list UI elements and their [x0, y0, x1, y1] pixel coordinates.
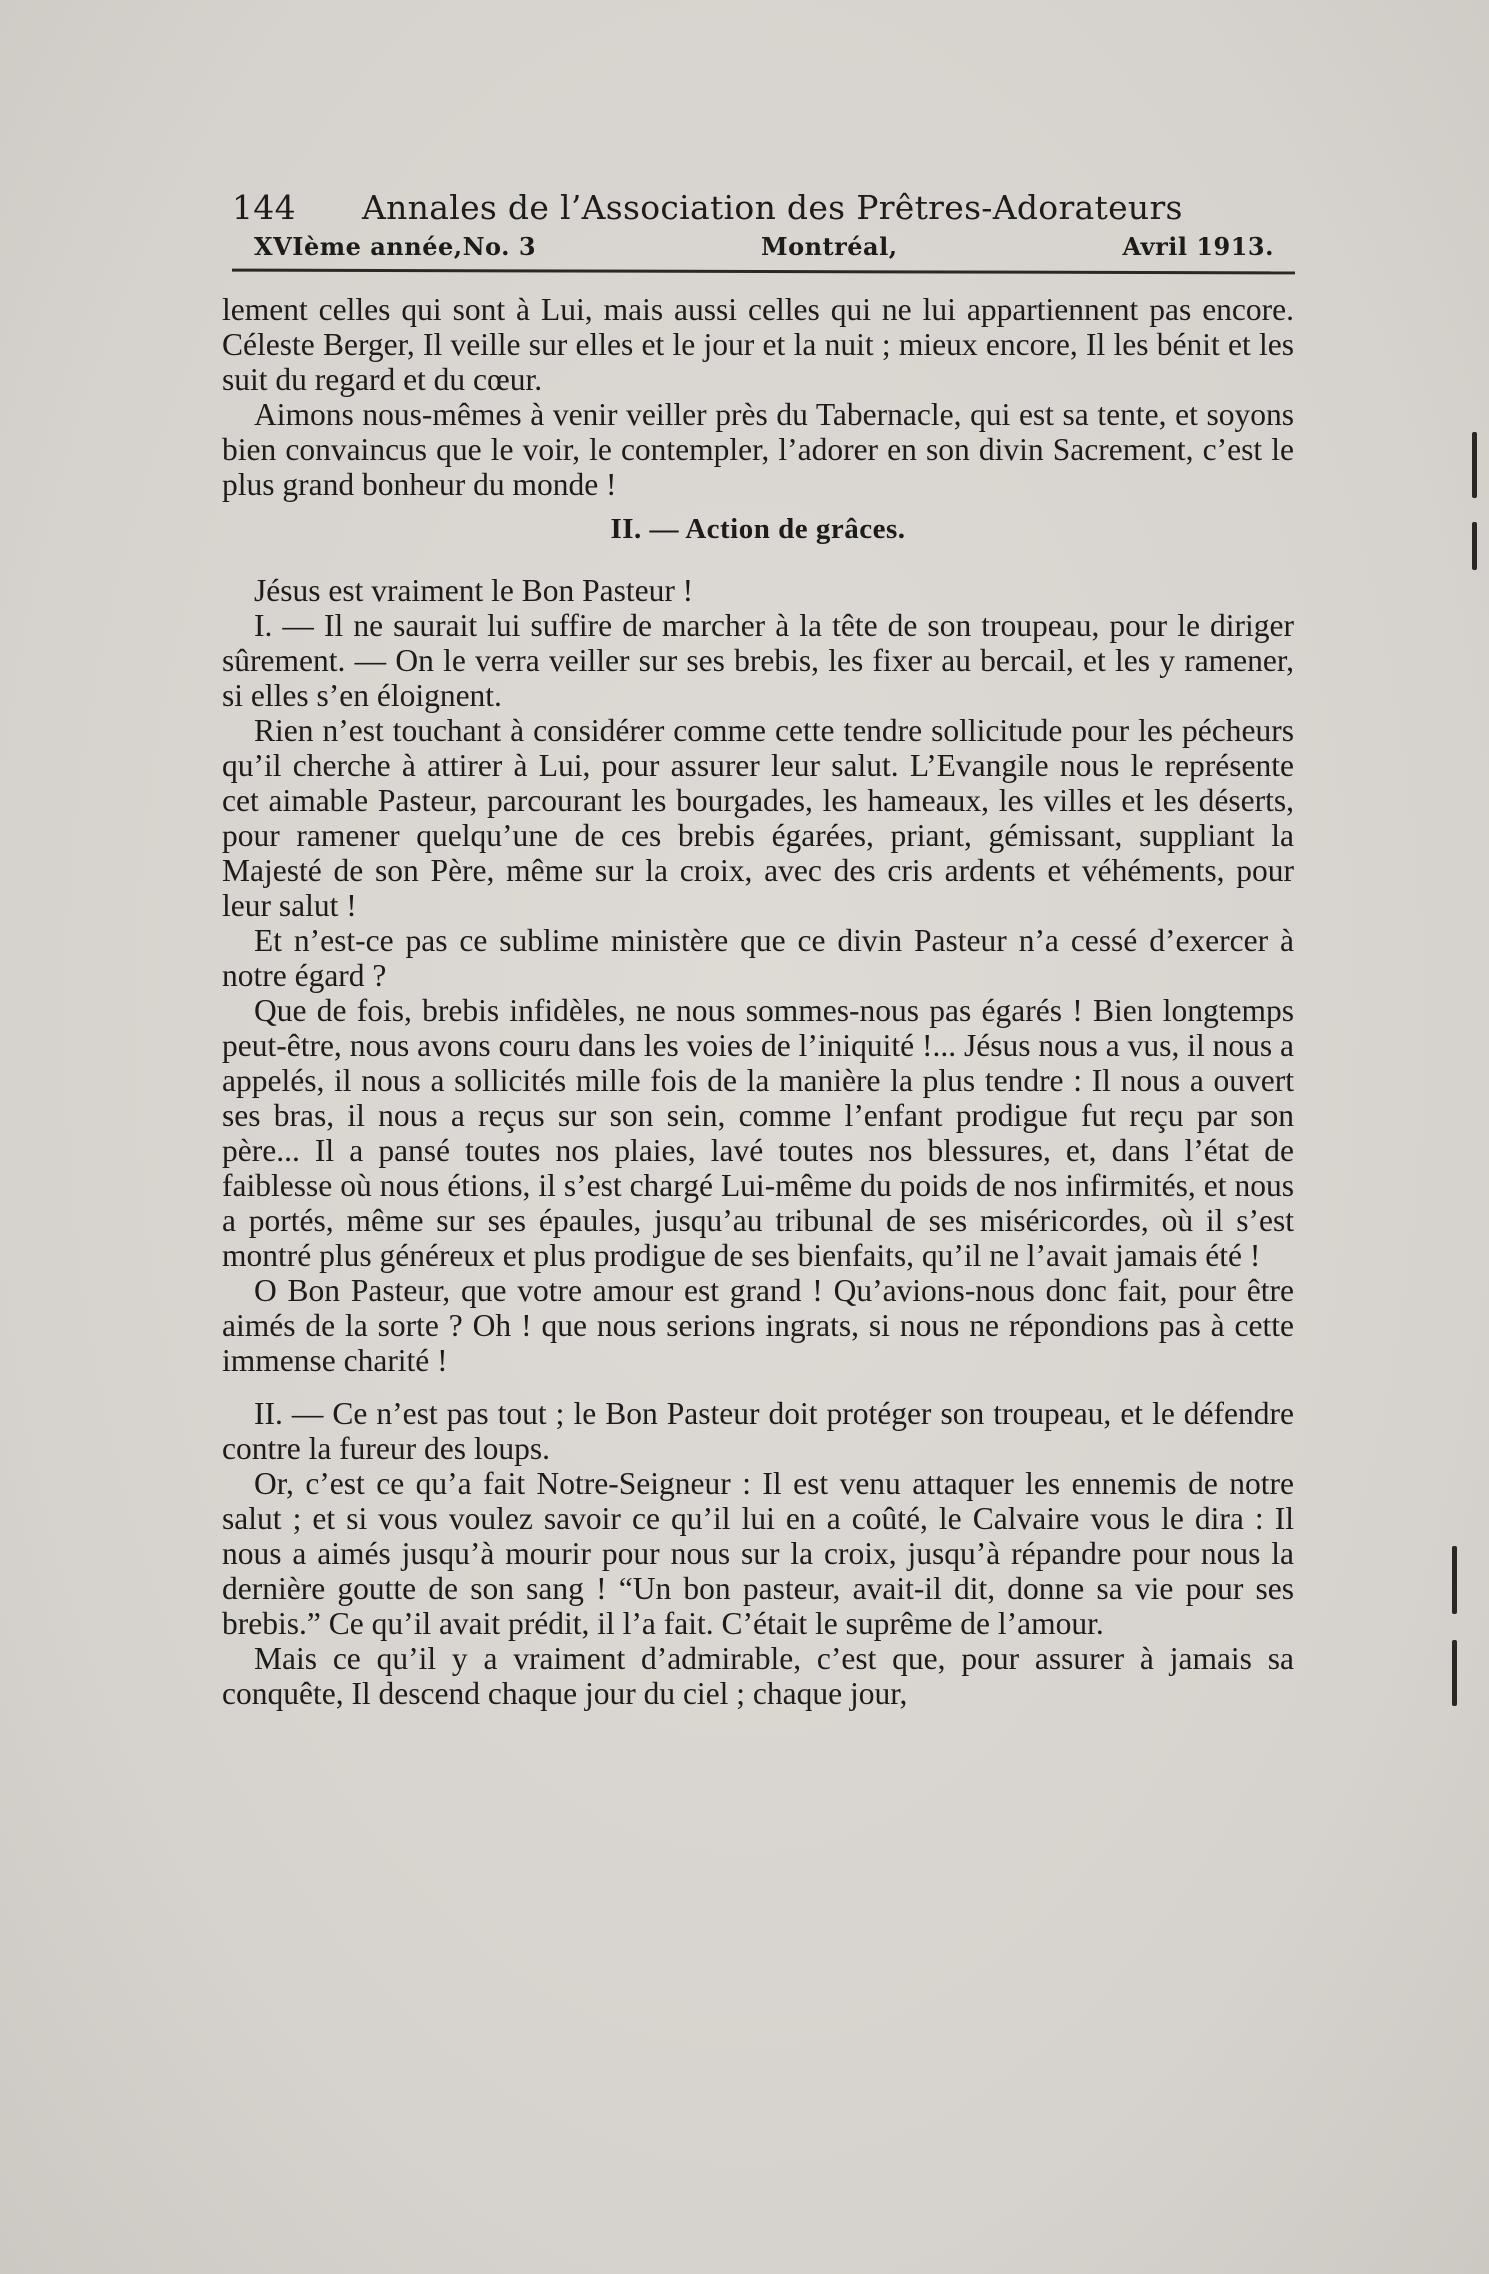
header-rule	[232, 269, 1295, 275]
paragraph: II. — Ce n’est pas tout ; le Bon Pasteur doit protéger son troupeau, et le défendre contre la fureur des loups.	[222, 1396, 1294, 1466]
paragraph: Rien n’est touchant à considérer comme cette tendre sollicitude pour les pécheurs qu’il cherche à attirer à Lui, pour assurer leur salut. L’Evangile nous le représente cet aimable Pasteur, parcourant les bourgades, les hameaux, les villes et les déserts, pour ramener quelqu’une de ces brebis égarées, priant, gémissant, suppliant la Majesté de son Père, même sur la croix, avec des cris ardents et véhéments, pour leur salut !	[222, 713, 1294, 923]
paragraph: Mais ce qu’il y a vraiment d’admirable, c’est que, pour assurer à jamais sa conquête, Il descend chaque jour du ciel ; chaque jour,	[222, 1641, 1294, 1711]
page-number: 144	[232, 188, 296, 227]
article-body	[222, 292, 1294, 1711]
paragraph: Jésus est vraiment le Bon Pasteur !	[254, 573, 694, 608]
paragraph: Et n’est-ce pas ce sublime ministère que ce divin Pasteur n’a cessé d’exercer à notre égard ?	[222, 923, 1294, 993]
issue-line	[254, 232, 1274, 261]
paragraph: lement celles qui sont à Lui, mais aussi celles qui ne lui appartiennent pas encore. Céleste Berger, Il veille sur elles et le jour et la nuit ; mieux encore, Il les bénit et les suit du regard et du cœur.	[222, 292, 1294, 397]
running-header	[232, 188, 1292, 227]
margin-mark	[1472, 432, 1477, 498]
paragraph: Que de fois, brebis infidèles, ne nous sommes-nous pas égarés ! Bien longtemps peut-être, nous avons couru dans les voies de l’iniquité !... Jésus nous a vus, il nous a appelés, il nous a sollicités mille fois de la manière la plus tendre : Il nous a ouvert ses bras, il nous a reçus sur son sein, comme l’enfant prodigue fut reçu par son père... Il a pansé toutes nos plaies, lavé toutes nos blessures, et, dans l’état de faiblesse où nous étions, il s’est chargé Lui-même du poids de nos infirmités, et nous a portés, même sur ses épaules, jusqu’au tribunal de ses miséricordes, où il s’est montré plus généreux et plus prodigue de ses bienfaits, qu’il ne l’avait jamais été !	[222, 993, 1294, 1273]
margin-mark	[1452, 1546, 1457, 1614]
paragraph: I. — Il ne saurait lui suffire de marcher à la tête de son troupeau, pour le diriger sûrement. — On le verra veiller sur ses brebis, les fixer au bercail, et les y ramener, si elles s’en éloignent.	[222, 608, 1294, 713]
margin-mark	[1452, 1640, 1457, 1706]
paragraph: Or, c’est ce qu’a fait Notre-Seigneur : Il est venu attaquer les ennemis de notre salut ; et si vous voulez savoir ce qu’il lui en a coûté, le Calvaire vous le dira : Il nous a aimés jusqu’à mourir pour nous sur la croix, jusqu’à répandre pour nous la dernière goutte de son sang ! “Un bon pasteur, avait-il dit, donne sa vie pour ses brebis.” Ce qu’il avait prédit, il l’a fait. C’était le suprême de l’amour.	[222, 1466, 1294, 1641]
paragraph: O Bon Pasteur, que votre amour est grand ! Qu’avions-nous donc fait, pour être aimés de la sorte ? Oh ! que nous serions ingrats, si nous ne répondions pas à cette immense charité !	[222, 1273, 1294, 1378]
issue-date: Avril 1913.	[1122, 232, 1274, 261]
paragraph: Aimons nous-mêmes à venir veiller près du Tabernacle, qui est sa tente, et soyons bien convaincus que le voir, le contempler, l’adorer en son divin Sacrement, c’est le plus grand bonheur du monde !	[222, 397, 1294, 502]
issue-number: XVIème année,No. 3	[254, 232, 537, 261]
issue-place: Montréal,	[761, 232, 898, 261]
publication-title: Annales de l’Association des Prêtres-Adorateurs	[362, 188, 1183, 227]
margin-mark	[1472, 522, 1477, 570]
section-heading: II. — Action de grâces.	[610, 513, 906, 545]
